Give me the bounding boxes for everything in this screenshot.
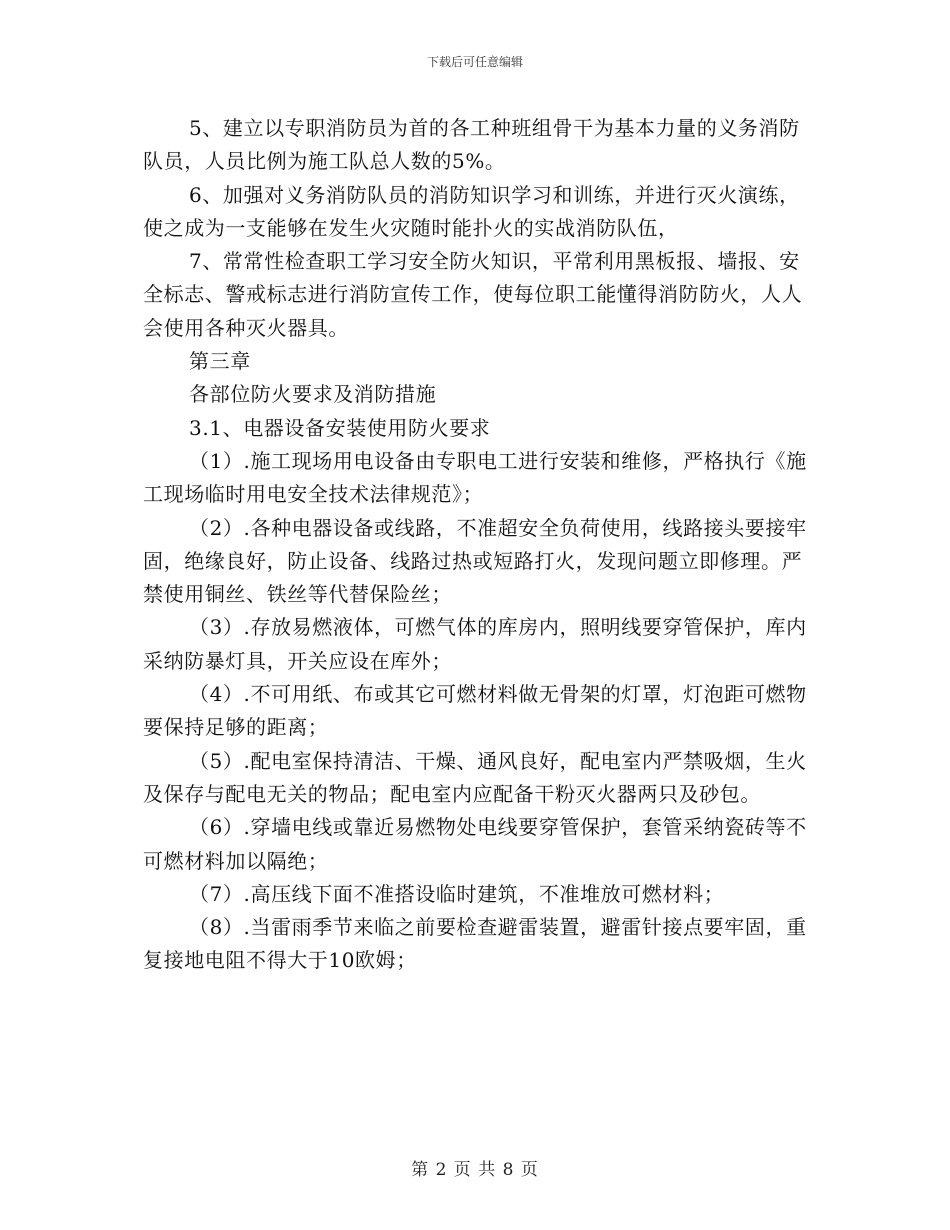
requirement-item-6: （6）.穿墙电线或靠近易燃物处电线要穿管保护，套管采纳瓷砖等不可燃材料加以隔绝；	[143, 815, 807, 873]
requirement-item-1: （1）.施工现场用电设备由专职电工进行安装和维修，严格执行《施工现场临时用电安全技术法律规范》；	[143, 448, 807, 507]
requirement-item-8: （8）.当雷雨季节来临之前要检查避雷装置，避雷针接点要牢固，重复接地电阻不得大于10欧姆；	[143, 915, 807, 973]
page-header-note: 下载后可任意编辑	[426, 55, 523, 69]
paragraph-item-6: 6、加强对义务消防队员的消防知识学习和训练，并进行灭火演练，使之成为一支能够在发生火灾随时能扑火的实战消防队伍，	[143, 182, 800, 240]
requirement-item-7: （7）.高压线下面不准搭设临时建筑，不准堆放可燃材料；	[189, 881, 725, 906]
chapter-heading: 第三章	[189, 349, 251, 374]
chapter-title: 各部位防火要求及消防措施	[189, 382, 437, 407]
page-number: 第 2 页 共 8 页	[411, 1160, 539, 1180]
document-body	[143, 112, 813, 978]
requirement-item-5: （5）.配电室保持清洁、干燥、通风良好，配电室内严禁吸烟，生火及保存与配电无关的物品；配电室内应配备干粉灭火器两只及砂包。	[143, 748, 807, 806]
paragraph-item-5: 5、建立以专职消防员为首的各工种班组骨干为基本力量的义务消防队员，人员比例为施工队总人数的5%。	[143, 116, 800, 174]
requirement-item-4: （4）.不可用纸、布或其它可燃材料做无骨架的灯罩，灯泡距可燃物要保持足够的距离；	[143, 682, 807, 740]
section-heading: 3.1、电器设备安装使用防火要求	[189, 415, 491, 440]
requirement-item-3: （3）.存放易燃液体，可燃气体的库房内，照明线要穿管保护，库内采纳防暴灯具，开关应设在库外；	[143, 615, 807, 673]
requirement-item-2: （2）.各种电器设备或线路，不准超安全负荷使用，线路接头要接牢固，绝缘良好，防止设备、线路过热或短路打火，发现问题立即修理。严禁使用铜丝、铁丝等代替保险丝；	[143, 515, 807, 607]
paragraph-item-7: 7、常常性检查职工学习安全防火知识，平常利用黑板报、墙报、安全标志、警戒标志进行消防宣传工作，使每位职工能懂得消防防火，人人会使用各种灭火器具。	[143, 249, 803, 340]
